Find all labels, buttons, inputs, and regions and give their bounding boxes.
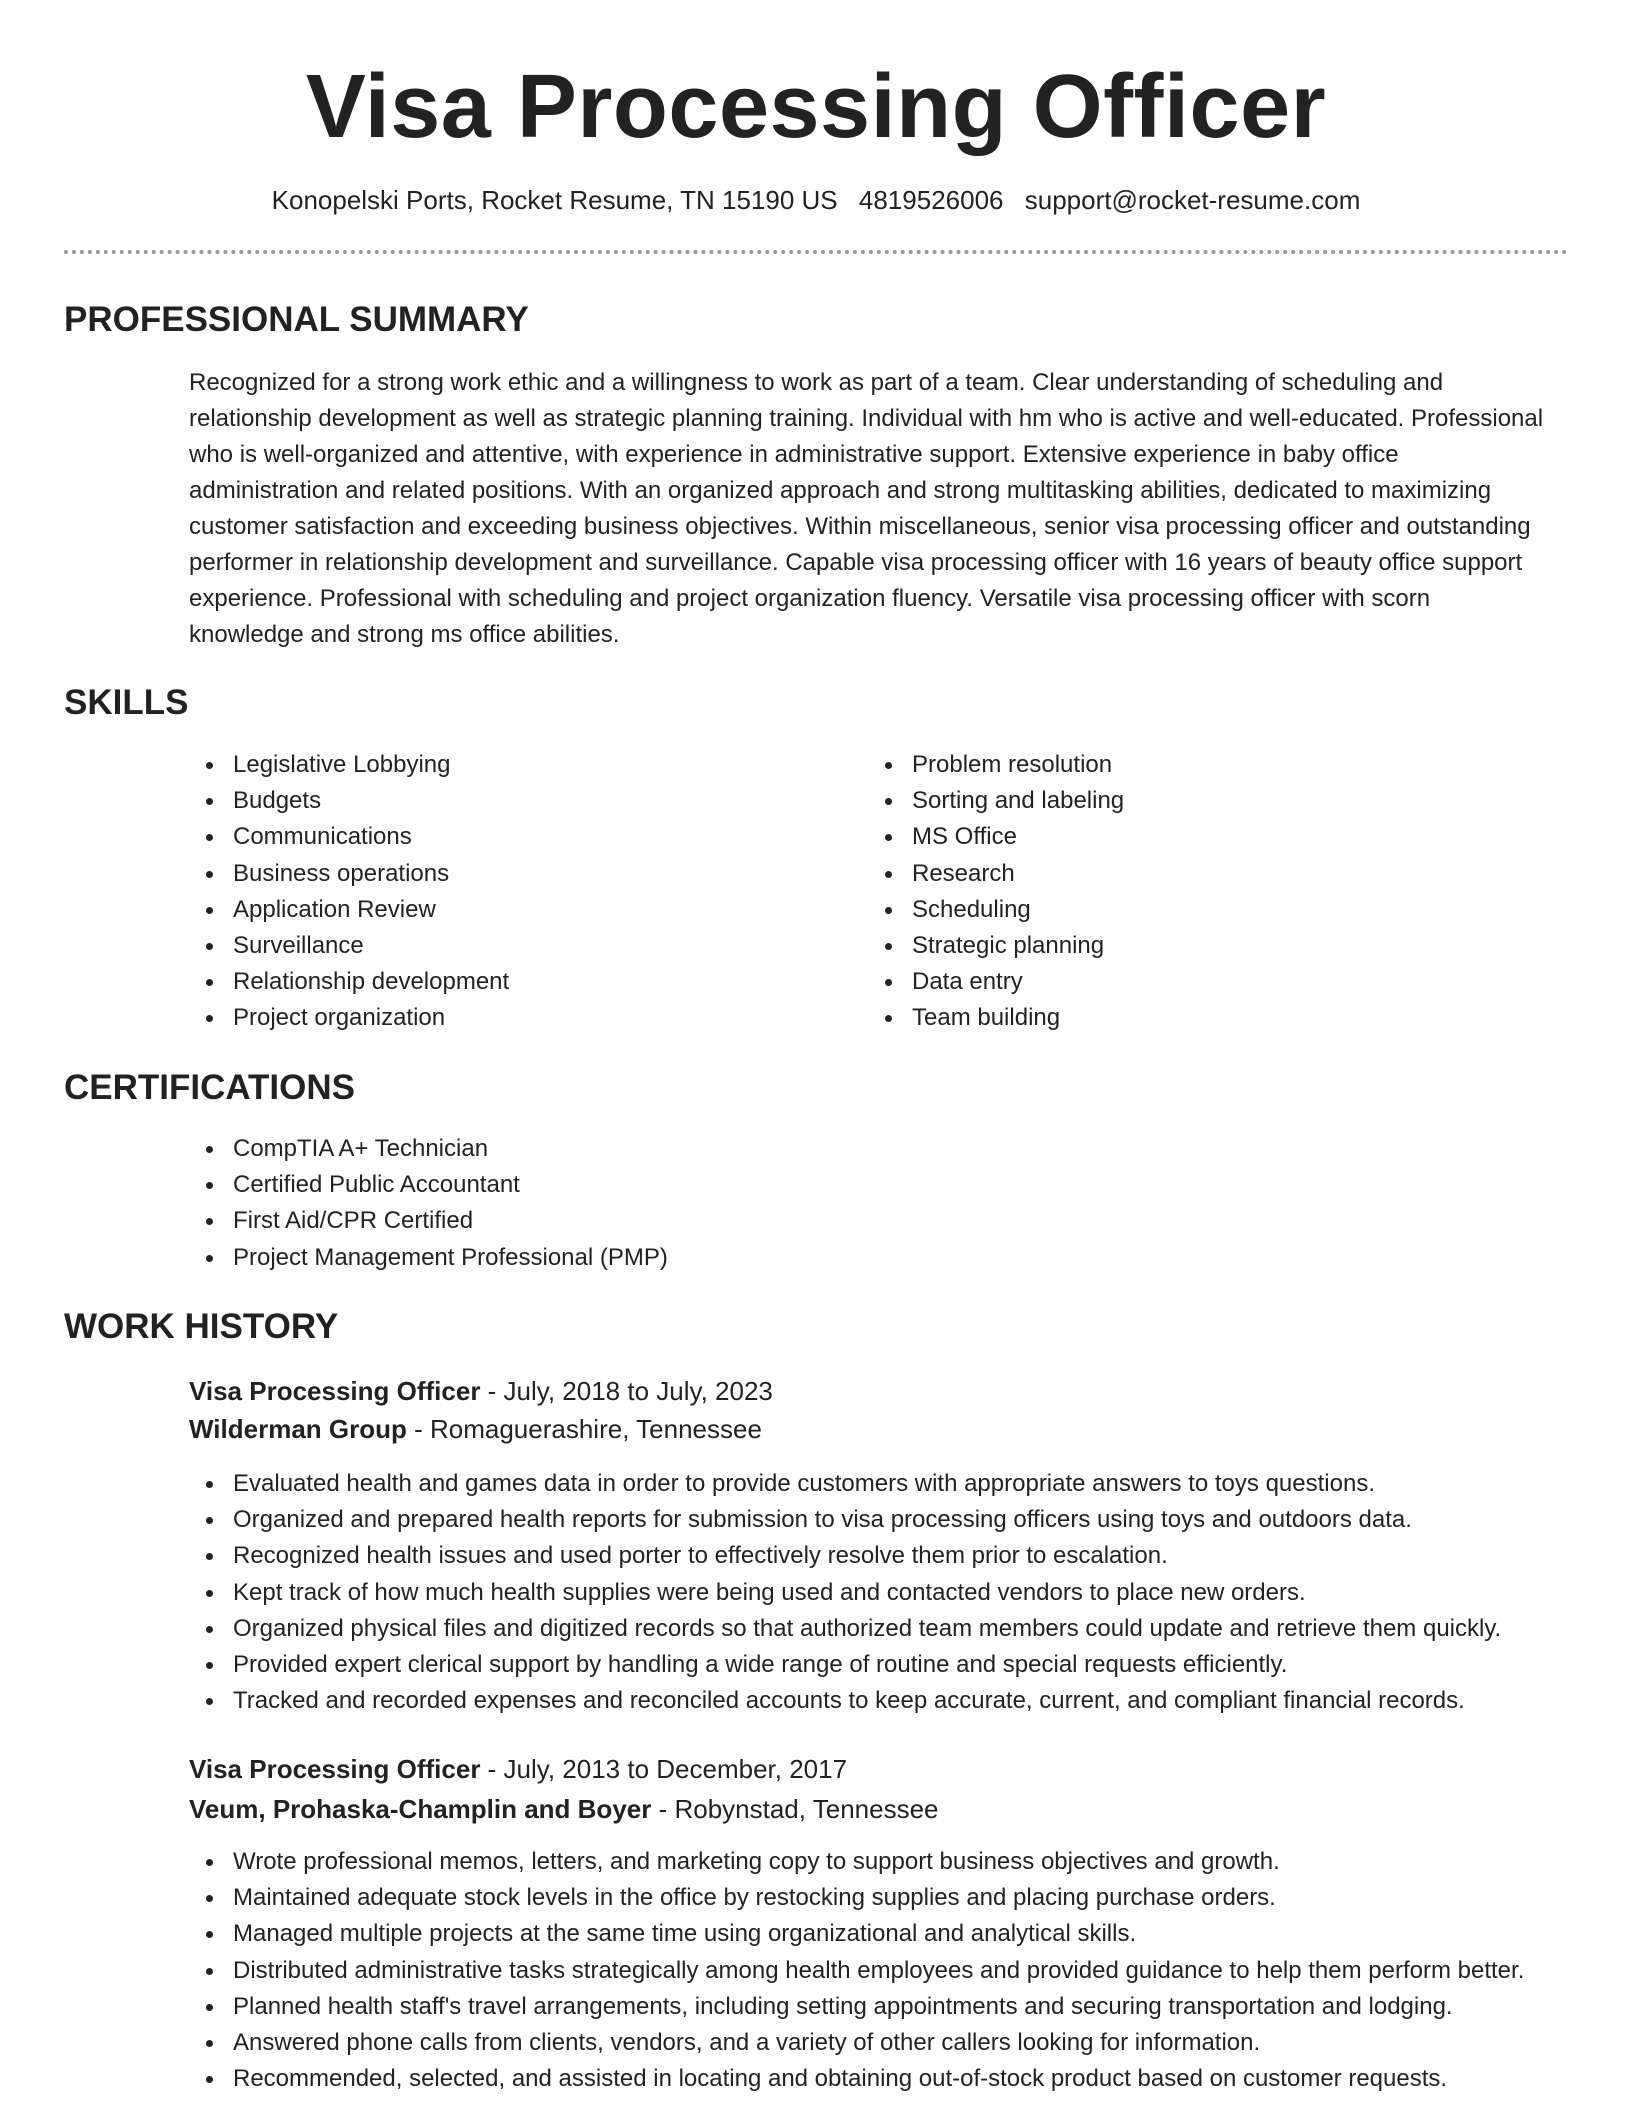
skill-item: Budgets — [189, 783, 829, 819]
job-bullet: Answered phone calls from clients, vendors, and a variety of other callers looking for information. — [189, 2025, 1569, 2061]
job-role: Visa Processing Officer — [189, 1376, 481, 1406]
job-bullet: Managed multiple projects at the same time using organizational and analytical skills. — [189, 1916, 1569, 1952]
skill-item: Communications — [189, 819, 829, 855]
job-dates: - July, 2018 to July, 2023 — [480, 1376, 773, 1406]
skill-item: Sorting and labeling — [868, 783, 1508, 819]
skill-item: Project organization — [189, 1000, 829, 1036]
job-bullet: Provided expert clerical support by handling a wide range of routine and special requests efficiently. — [189, 1647, 1569, 1683]
job-bullet: Organized and prepared health reports for submission to visa processing officers using toys and outdoors data. — [189, 1502, 1569, 1538]
skill-item: Strategic planning — [868, 928, 1508, 964]
certification-item: Certified Public Accountant — [189, 1167, 1189, 1203]
certifications-list — [189, 1131, 1189, 1276]
contact-email: support@rocket-resume.com — [1024, 185, 1361, 215]
skill-item: Data entry — [868, 964, 1508, 1000]
job-role: Visa Processing Officer — [189, 1754, 481, 1784]
page-title: Visa Processing Officer — [305, 57, 1327, 157]
skills-left-column — [189, 747, 829, 1037]
contact-phone: 4819526006 — [858, 185, 1004, 215]
job-bullet: Organized physical files and digitized records so that authorized team members could update and retrieve them quickly. — [189, 1611, 1569, 1647]
certification-item: Project Management Professional (PMP) — [189, 1240, 1189, 1276]
skill-item: Relationship development — [189, 964, 829, 1000]
contact-line — [0, 182, 1632, 218]
job-location: - Romaguerashire, Tennessee — [406, 1414, 762, 1444]
job-company-line — [189, 1790, 1569, 1828]
job-bullet: Maintained adequate stock levels in the office by restocking supplies and placing purchase orders. — [189, 1880, 1569, 1916]
skill-item: Problem resolution — [868, 747, 1508, 783]
job-company-line — [189, 1410, 1569, 1448]
skill-item: Research — [868, 856, 1508, 892]
job-bullet: Kept track of how much health supplies were being used and contacted vendors to place new orders. — [189, 1575, 1569, 1611]
summary-text: Recognized for a strong work ethic and a willingness to work as part of a team. Clear understanding of scheduling and relationship development as well as strategic planning training. Individual with hm who is active and well-educated. Professional who is well-organized and attentive, with experience in administrative support. Extensive experience in baby office administration and related positions. With an organized approach and strong multitasking abilities, dedicated to maximizing customer satisfaction and exceeding business objectives. Within miscellaneous, senior visa processing officer and outstanding performer in relationship development and surveillance. Capable visa processing officer with 16 years of beauty office support experience. Professional with scheduling and project organization fluency. Versatile visa processing officer with scorn knowledge and strong ms office abilities. — [189, 369, 1544, 648]
job-dates: - July, 2013 to December, 2017 — [480, 1754, 848, 1784]
job-bullet: Planned health staff's travel arrangements, including setting appointments and securing transportation and lodging. — [189, 1989, 1569, 2025]
certification-item: CompTIA A+ Technician — [189, 1131, 1189, 1167]
skill-item: Legislative Lobbying — [189, 747, 829, 783]
job-title-line — [189, 1372, 1569, 1410]
job-location: - Robynstad, Tennessee — [651, 1794, 939, 1824]
skills-right-column — [868, 747, 1508, 1037]
header-divider — [64, 250, 1568, 254]
skills-heading: SKILLS — [64, 683, 189, 722]
job-bullets — [189, 1844, 1569, 2097]
skill-item: Scheduling — [868, 892, 1508, 928]
job-company: Wilderman Group — [189, 1414, 407, 1444]
job-bullet: Evaluated health and games data in order to provide customers with appropriate answers to toys questions. — [189, 1466, 1569, 1502]
certification-item: First Aid/CPR Certified — [189, 1203, 1189, 1239]
job-bullet: Wrote professional memos, letters, and marketing copy to support business objectives and growth. — [189, 1844, 1569, 1880]
skill-item: MS Office — [868, 819, 1508, 855]
skill-item: Team building — [868, 1000, 1508, 1036]
summary-heading: PROFESSIONAL SUMMARY — [64, 300, 529, 339]
job-title-line — [189, 1750, 1569, 1788]
job-bullets — [189, 1466, 1569, 1719]
skill-item: Application Review — [189, 892, 829, 928]
contact-address: Konopelski Ports, Rocket Resume, TN 15190 US — [271, 185, 838, 215]
skill-item: Business operations — [189, 856, 829, 892]
job-bullet: Distributed administrative tasks strategically among health employees and provided guidance to help them perform better. — [189, 1953, 1569, 1989]
skill-item: Surveillance — [189, 928, 829, 964]
job-bullet: Recognized health issues and used porter to effectively resolve them prior to escalation. — [189, 1538, 1569, 1574]
work-history-heading: WORK HISTORY — [64, 1307, 339, 1346]
certifications-heading: CERTIFICATIONS — [64, 1068, 356, 1107]
job-bullet: Tracked and recorded expenses and reconciled accounts to keep accurate, current, and compliant financial records. — [189, 1683, 1569, 1719]
job-bullet: Recommended, selected, and assisted in locating and obtaining out-of-stock product based on customer requests. — [189, 2061, 1569, 2097]
job-company: Veum, Prohaska-Champlin and Boyer — [189, 1794, 652, 1824]
